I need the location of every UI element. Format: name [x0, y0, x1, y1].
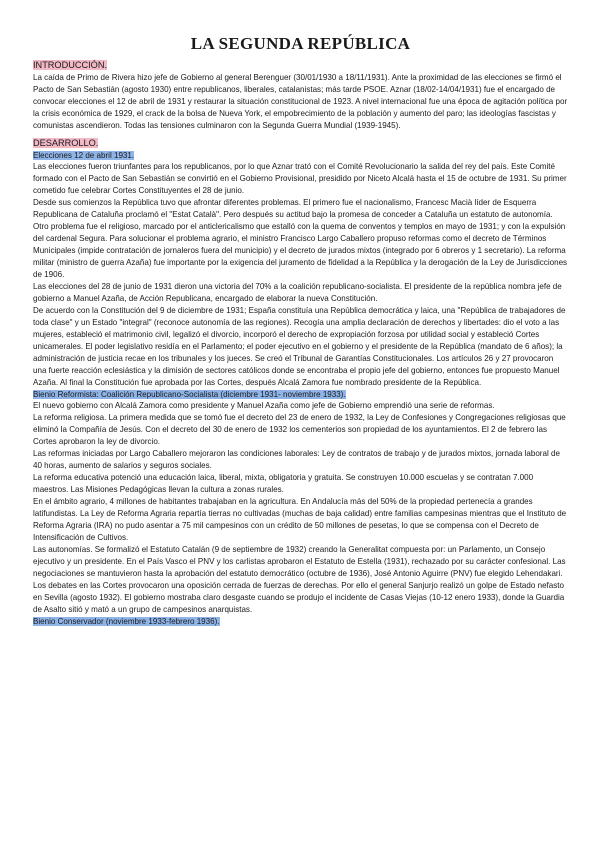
- document-page: [33, 34, 568, 627]
- paragraph-constitution: De acuerdo con la Constitución del 9 de diciembre de 1931; España constituía una República democrática y laica, una "República de trabajadores de toda clase" y un Estado "integral" (reconoce autonomía de las regiones). Recogía una amplia declaración de derechos y libertades: dio el voto a las mujeres, estableció el matrimonio civil, legalizó el divorcio, incorporó el derecho de expropiación forzosa por utilidad social y estableció Cortes unicamerales. El poder legislativo residía en el Parlamento; el poder ejecutivo en el gobierno y el presidente de la República (mandato de 6 años); la administración de justicia recae en los tribunales y los jueces. Se creó el Tribunal de Garantías Constitucionales. Los artículos 26 y 27 provocaron una fuerte reacción eclesiástica y la dimisión de sectores católicos donde se encontraba el propio jefe del gobierno, entonces fue propuesto Manuel Azaña. Al final la Constitución fue aprobada por las Cortes, después Alcalá Zamora fue nombrado presidente de la República.: [33, 306, 566, 387]
- subheading-elections-1931: Elecciones 12 de abril 1931.: [33, 151, 135, 160]
- paragraph-opposition: Los debates en las Cortes provocaron una oposición cerrada de fuerzas de derechas. Por ello el general Sanjurjo realizó un golpe de Estado nefasto en Sevilla (agosto 1932). El gobierno mostraba claro desgaste cuando se produjo el incidente de Casas Viejas (10-12 enero 1933), donde la Guardia de Asalto sitió y mató a un grupo de campesinos anarquistas.: [33, 581, 565, 614]
- paragraph-agrarian-reform: En el ámbito agrario, 4 millones de habitantes trabajaban en la agricultura. En Andalucía más del 50% de la propiedad pertenecía a grandes latifundistas. La Ley de Reforma Agraria repartía tierras no cultivadas (muchas de baja calidad) entre familias campesinas mientras que el Instituto de Reforma Agraria (IRA) no pudo asentar a 75 mil campesinos con un crédito de 50 millones de pesetas, lo que se compensa con el Decreto de Intensificación de Cultivos.: [33, 497, 567, 542]
- paragraph-religious-reform: La reforma religiosa. La primera medida que se tomó fue el decreto del 23 de enero de 1932, la Ley de Confesiones y Congregaciones religiosas que eliminó la Compañía de Jesús. Con el decreto del 30 de enero de 1932 los cementerios son propiedad de los ayuntamientos. El 2 de febrero las Cortes aprobaron la ley de divorcio.: [33, 413, 566, 446]
- section-heading-introduction: INTRODUCCIÓN.: [33, 60, 108, 70]
- subheading-bienio-conservador: Bienio Conservador (noviembre 1933-febrero 1936).: [33, 617, 220, 626]
- subheading-bienio-reformista: Bienio Reformista: Coalición Republicano-Socialista (diciembre 1931- noviembre 1933).: [33, 390, 346, 399]
- paragraph-june-elections: Las elecciones del 28 de junio de 1931 dieron una victoria del 70% a la coalición republicano-socialista. El presidente de la república nombra jefe de gobierno a Manuel Azaña, de Acción Republicana, encargado de elaborar la nueva Constitución.: [33, 282, 562, 303]
- paragraph-autonomies: Las autonomías. Se formalizó el Estatuto Catalán (9 de septiembre de 1932) creando la Generalitat compuesta por: un Parlamento, un Consejo ejecutivo y un presidente. En el País Vasco el PNV y los carlistas aprobaron el Estatuto de Estella (1931), rechazado por su carácter confesional. Las negociaciones se mantuvieron hasta la aprobación del estatuto democrático (octubre de 1936), José Antonio Aguirre (PNV) fue elegido Lehendakari.: [33, 545, 566, 578]
- section-heading-development: DESARROLLO.: [33, 138, 99, 148]
- paragraph-new-government: El nuevo gobierno con Alcalá Zamora como presidente y Manuel Azaña como jefe de Gobierno emprendió una serie de reformas.: [33, 401, 495, 410]
- paragraph-education-reform: La reforma educativa potenció una educación laica, liberal, mixta, obligatoria y gratuita. Se construyen 10.000 escuelas y se contratan 7.000 maestros. Las Misiones Pedagógicas llevan la cultura a zonas rurales.: [33, 473, 534, 494]
- intro-paragraph: La caída de Primo de Rivera hizo jefe de Gobierno al general Berenguer (30/01/1930 a 18/11/1931). Ante la proximidad de las elecciones se firmó el Pacto de San Sebastián (agosto 1930) entre republicanos, liberales, catalanistas; más tarde PSOE. Aznar (18/02-14/04/1931) fue el encargado de convocar elecciones el 12 de abril de 1931 y restaurar la situación constitucional de 1923. A nivel internacional fue una época de agitación política por la crisis económica de 1929, el crack de la bolsa de Nueva York, el empobrecimiento de la población y aumento del paro; las ideologías fascistas y comunistas ascendieron. Todas las tensiones culminaron con la Segunda Guerra Mundial (1939-1945).: [33, 73, 568, 130]
- paragraph-problems: Desde sus comienzos la República tuvo que afrontar diferentes problemas. El primero fue el nacionalismo, Francesc Macià líder de Esquerra Republicana de Cataluña proclamó el "Estat Català". Pero después su actitud bajo la promesa de conceder a Cataluña un estatuto de autonomía. Otro problema fue el religioso, marcado por el anticlericalismo que estalló con la quema de conventos y templos en mayo de 1931; y con la expulsión del cardenal Segura. Para solucionar el problema agrario, el ministro Francisco Largo Caballero propuso reformas como el decreto de Términos Municipales (impide contratación de jornaleros fuera del municipio) y el decreto de jurados mixtos (integrado por 6 obreros y 1 secretario). La reforma militar (ministro de guerra Azaña) fue importante por la exigencia del juramento de fidelidad a la República y la derogación de la Ley de Jurisdicciones de 1906.: [33, 198, 568, 279]
- paragraph-elections: Las elecciones fueron triunfantes para los republicanos, por lo que Aznar trató con el Comité Revolucionario la salida del rey del país. Este Comité formado con el Pacto de San Sebastián se convirtió en el Gobierno Provisional, presidido por Niceto Alcalá hasta el 15 de octubre de 1931. Su primer cometido fue celebrar Cortes Constituyentes el 28 de junio.: [33, 162, 567, 195]
- document-title: LA SEGUNDA REPÚBLICA: [190, 34, 411, 53]
- paragraph-labour-reform: Las reformas iniciadas por Largo Caballero mejoraron las condiciones laborales: Ley de contratos de trabajo y de jurados mixtos, jornada laboral de 40 horas, aumento de salarios y seguros sociales.: [33, 449, 560, 470]
